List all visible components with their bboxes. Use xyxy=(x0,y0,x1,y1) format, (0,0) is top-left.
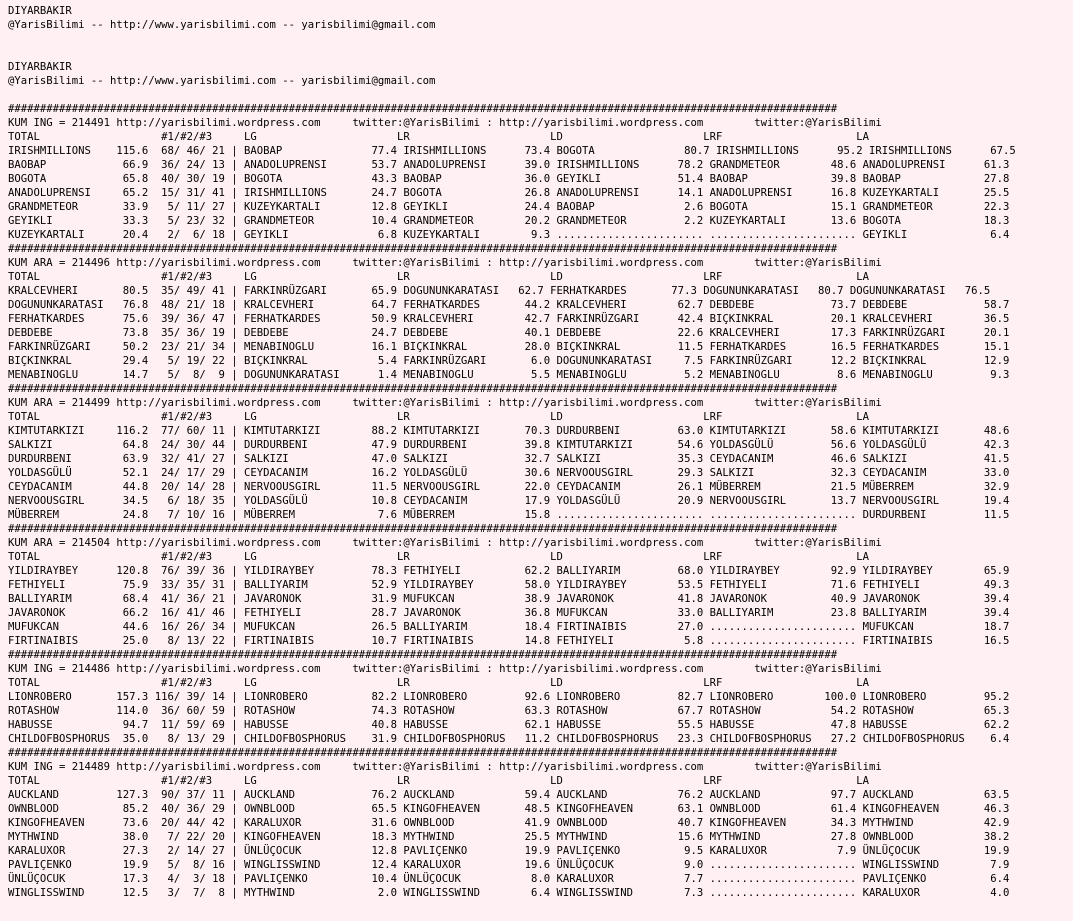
header-contact-1: @YarisBilimi -- http://www.yarisbilimi.com -- yarisbilimi@gmail.com xyxy=(8,19,436,31)
table-row: KIMTUTARKIZI 116.2 77/ 60/ 11 | KIMTUTARKIZI 88.2 KIMTUTARKIZI 70.3 DURDURBENI 63.0 KIMTUTARKIZI 58.6 KIMTUTARKIZI 48.6 xyxy=(8,425,1010,437)
separator-line: ################################################################################################################################## xyxy=(8,103,838,115)
table-row: FIRTINAIBIS 25.0 8/ 13/ 22 | FIRTINAIBIS 10.7 FIRTINAIBIS 14.8 FETHIYELI 5.8 ....................... FIRTINAIBIS 16.5 xyxy=(8,635,1010,647)
table-row: AUCKLAND 127.3 90/ 37/ 11 | AUCKLAND 76.2 AUCKLAND 59.4 AUCKLAND 76.2 AUCKLAND 97.7 AUCKLAND 63.5 xyxy=(8,789,1010,801)
table-row: ROTASHOW 114.0 36/ 60/ 59 | ROTASHOW 74.3 ROTASHOW 63.3 ROTASHOW 67.7 ROTASHOW 54.2 ROTASHOW 65.3 xyxy=(8,705,1010,717)
table-row: KARALUXOR 27.3 2/ 14/ 27 | ÜNLÜÇOCUK 12.8 PAVLIÇENKO 19.9 PAVLIÇENKO 9.5 KARALUXOR 7.9 ÜNLÜÇOCUK 19.9 xyxy=(8,845,1010,857)
race-header: KUM ARA = 214496 http://yarisbilimi.wordpress.com twitter:@YarisBilimi : http://yarisbilimi.wordpress.com twitter:@YarisBilimi xyxy=(8,257,882,269)
table-row: YOLDASGÜLÜ 52.1 24/ 17/ 29 | CEYDACANIM 16.2 YOLDASGÜLÜ 30.6 NERVOOUSGIRL 29.3 SALKIZI 32.3 CEYDACANIM 33.0 xyxy=(8,467,1010,479)
table-row: DOGUNUNKARATASI 76.8 48/ 21/ 18 | KRALCEVHERI 64.7 FERHATKARDES 44.2 KRALCEVHERI 62.7 DEBDEBE 73.7 DEBDEBE 58.7 xyxy=(8,299,1010,311)
header-contact-2: @YarisBilimi -- http://www.yarisbilimi.com -- yarisbilimi@gmail.com xyxy=(8,75,436,87)
table-row: PAVLIÇENKO 19.9 5/ 8/ 16 | WINGLISSWIND 12.4 KARALUXOR 19.6 ÜNLÜÇOCUK 9.0 ....................... WINGLISSWIND 7.9 xyxy=(8,859,1010,871)
blank-line xyxy=(8,88,1073,102)
table-row: HABUSSE 94.7 11/ 59/ 69 | HABUSSE 40.8 HABUSSE 62.1 HABUSSE 55.5 HABUSSE 47.8 HABUSSE 62.2 xyxy=(8,719,1010,731)
table-row: MENABINOGLU 14.7 5/ 8/ 9 | DOGUNUNKARATASI 1.4 MENABINOGLU 5.5 MENABINOGLU 5.2 MENABINOGLU 8.6 MENABINOGLU 9.3 xyxy=(8,369,1010,381)
race-tables xyxy=(8,102,1073,900)
table-row: FETHIYELI 75.9 33/ 35/ 31 | BALLIYARIM 52.9 YILDIRAYBEY 58.0 YILDIRAYBEY 53.5 FETHIYELI 71.6 FETHIYELI 49.3 xyxy=(8,579,1010,591)
separator-line: ################################################################################################################################## xyxy=(8,747,838,759)
table-row: OWNBLOOD 85.2 40/ 36/ 29 | OWNBLOOD 65.5 KINGOFHEAVEN 48.5 KINGOFHEAVEN 63.1 OWNBLOOD 61.4 KINGOFHEAVEN 46.3 xyxy=(8,803,1010,815)
spacer xyxy=(8,32,1073,60)
table-row: BIÇKINKRAL 29.4 5/ 19/ 22 | BIÇKINKRAL 5.4 FARKINRÜZGARI 6.0 DOGUNUNKARATASI 7.5 FARKINRÜZGARI 12.2 BIÇKINKRAL 12.9 xyxy=(8,355,1010,367)
table-row: MUFUKCAN 44.6 16/ 26/ 34 | MUFUKCAN 26.5 BALLIYARIM 18.4 FIRTINAIBIS 27.0 ....................... MUFUKCAN 18.7 xyxy=(8,621,1010,633)
table-row: BOGOTA 65.8 40/ 30/ 19 | BOGOTA 43.3 BAOBAP 36.0 GEYIKLI 51.4 BAOBAP 39.8 BAOBAP 27.8 xyxy=(8,173,1010,185)
table-row: YILDIRAYBEY 120.8 76/ 39/ 36 | YILDIRAYBEY 78.3 FETHIYELI 62.2 BALLIYARIM 68.0 YILDIRAYBEY 92.9 YILDIRAYBEY 65.9 xyxy=(8,565,1010,577)
column-header: TOTAL #1/#2/#3 LG LR LD LRF LA xyxy=(8,775,870,787)
table-row: FERHATKARDES 75.6 39/ 36/ 47 | FERHATKARDES 50.9 KRALCEVHERI 42.7 FARKINRÜZGARI 42.4 BIÇKINKRAL 20.1 KRALCEVHERI 36.5 xyxy=(8,313,1010,325)
race-header: KUM ARA = 214504 http://yarisbilimi.wordpress.com twitter:@YarisBilimi : http://yarisbilimi.wordpress.com twitter:@YarisBilimi xyxy=(8,537,882,549)
race-header: KUM ING = 214489 http://yarisbilimi.wordpress.com twitter:@YarisBilimi : http://yarisbilimi.wordpress.com twitter:@YarisBilimi xyxy=(8,761,882,773)
table-row: FARKINRÜZGARI 50.2 23/ 21/ 34 | MENABINOGLU 16.1 BIÇKINKRAL 28.0 BIÇKINKRAL 11.5 FERHATKARDES 16.5 FERHATKARDES 15.1 xyxy=(8,341,1010,353)
separator-line: ################################################################################################################################## xyxy=(8,243,838,255)
column-header: TOTAL #1/#2/#3 LG LR LD LRF LA xyxy=(8,131,870,143)
table-row: MÜBERREM 24.8 7/ 10/ 16 | MÜBERREM 7.6 MÜBERREM 15.8 ....................... ....................... DURDURBENI 11.5 xyxy=(8,509,1010,521)
table-row: GEYIKLI 33.3 5/ 23/ 32 | GRANDMETEOR 10.4 GRANDMETEOR 20.2 GRANDMETEOR 2.2 KUZEYKARTALI 13.6 BOGOTA 18.3 xyxy=(8,215,1010,227)
separator-line: ################################################################################################################################## xyxy=(8,383,838,395)
table-row: ANADOLUPRENSI 65.2 15/ 31/ 41 | IRISHMILLIONS 24.7 BOGOTA 26.8 ANADOLUPRENSI 14.1 ANADOLUPRENSI 16.8 KUZEYKARTALI 25.5 xyxy=(8,187,1010,199)
race-header: KUM ING = 214491 http://yarisbilimi.wordpress.com twitter:@YarisBilimi : http://yarisbilimi.wordpress.com twitter:@YarisBilimi xyxy=(8,117,882,129)
column-header: TOTAL #1/#2/#3 LG LR LD LRF LA xyxy=(8,677,870,689)
race-header: KUM ING = 214486 http://yarisbilimi.wordpress.com twitter:@YarisBilimi : http://yarisbilimi.wordpress.com twitter:@YarisBilimi xyxy=(8,663,882,675)
table-row: WINGLISSWIND 12.5 3/ 7/ 8 | MYTHWIND 2.0 WINGLISSWIND 6.4 WINGLISSWIND 7.3 ....................... KARALUXOR 4.0 xyxy=(8,887,1010,899)
race-header: KUM ARA = 214499 http://yarisbilimi.wordpress.com twitter:@YarisBilimi : http://yarisbilimi.wordpress.com twitter:@YarisBilimi xyxy=(8,397,882,409)
table-row: LIONROBERO 157.3 116/ 39/ 14 | LIONROBERO 82.2 LIONROBERO 92.6 LIONROBERO 82.7 LIONROBERO 100.0 LIONROBERO 95.2 xyxy=(8,691,1010,703)
separator-line: ################################################################################################################################## xyxy=(8,523,838,535)
table-row: KUZEYKARTALI 20.4 2/ 6/ 18 | GEYIKLI 6.8 KUZEYKARTALI 9.3 ....................... ....................... GEYIKLI 6.4 xyxy=(8,229,1010,241)
column-header: TOTAL #1/#2/#3 LG LR LD LRF LA xyxy=(8,551,870,563)
table-row: CEYDACANIM 44.8 20/ 14/ 28 | NERVOOUSGIRL 11.5 NERVOOUSGIRL 22.0 CEYDACANIM 26.1 MÜBERREM 21.5 MÜBERREM 32.9 xyxy=(8,481,1010,493)
header-city-2: DIYARBAKIR xyxy=(8,61,72,73)
separator-line: ################################################################################################################################## xyxy=(8,649,838,661)
table-row: KINGOFHEAVEN 73.6 20/ 44/ 42 | KARALUXOR 31.6 OWNBLOOD 41.9 OWNBLOOD 40.7 KINGOFHEAVEN 34.3 MYTHWIND 42.9 xyxy=(8,817,1010,829)
table-row: BALLIYARIM 68.4 41/ 36/ 21 | JAVARONOK 31.9 MUFUKCAN 38.9 JAVARONOK 41.8 JAVARONOK 40.9 JAVARONOK 39.4 xyxy=(8,593,1010,605)
table-row: CHILDOFBOSPHORUS 35.0 8/ 13/ 29 | CHILDOFBOSPHORUS 31.9 CHILDOFBOSPHORUS 11.2 CHILDOFBOSPHORUS 23.3 CHILDOFBOSPHORUS 27.2 CHILDOFBOSPHORUS 6.4 xyxy=(8,733,1010,745)
column-header: TOTAL #1/#2/#3 LG LR LD LRF LA xyxy=(8,271,870,283)
table-row: GRANDMETEOR 33.9 5/ 11/ 27 | KUZEYKARTALI 12.8 GEYIKLI 24.4 BAOBAP 2.6 BOGOTA 15.1 GRANDMETEOR 22.3 xyxy=(8,201,1010,213)
table-row: IRISHMILLIONS 115.6 68/ 46/ 21 | BAOBAP 77.4 IRISHMILLIONS 73.4 BOGOTA 80.7 IRISHMILLIONS 95.2 IRISHMILLIONS 67.5 xyxy=(8,145,1016,157)
table-row: DEBDEBE 73.8 35/ 36/ 19 | DEBDEBE 24.7 DEBDEBE 40.1 DEBDEBE 22.6 KRALCEVHERI 17.3 FARKINRÜZGARI 20.1 xyxy=(8,327,1010,339)
table-row: JAVARONOK 66.2 16/ 41/ 46 | FETHIYELI 28.7 JAVARONOK 36.8 MUFUKCAN 33.0 BALLIYARIM 23.8 BALLIYARIM 39.4 xyxy=(8,607,1010,619)
column-header: TOTAL #1/#2/#3 LG LR LD LRF LA xyxy=(8,411,870,423)
header-city-1: DIYARBAKIR xyxy=(8,5,72,17)
table-row: NERVOOUSGIRL 34.5 6/ 18/ 35 | YOLDASGÜLÜ 10.8 CEYDACANIM 17.9 YOLDASGÜLÜ 20.9 NERVOOUSGIRL 13.7 NERVOOUSGIRL 19.4 xyxy=(8,495,1010,507)
table-row: KRALCEVHERI 80.5 35/ 49/ 41 | FARKINRÜZGARI 65.9 DOGUNUNKARATASI 62.7 FERHATKARDES 77.3 DOGUNUNKARATASI 80.7 DOGUNUNKARATASI 76.5 xyxy=(8,285,991,297)
table-row: BAOBAP 66.9 36/ 24/ 13 | ANADOLUPRENSI 53.7 ANADOLUPRENSI 39.0 IRISHMILLIONS 78.2 GRANDMETEOR 48.6 ANADOLUPRENSI 61.3 xyxy=(8,159,1010,171)
table-row: ÜNLÜÇOCUK 17.3 4/ 3/ 18 | PAVLIÇENKO 10.4 ÜNLÜÇOCUK 8.0 KARALUXOR 7.7 ....................... PAVLIÇENKO 6.4 xyxy=(8,873,1010,885)
table-row: MYTHWIND 38.0 7/ 22/ 20 | KINGOFHEAVEN 18.3 MYTHWIND 25.5 MYTHWIND 15.6 MYTHWIND 27.8 OWNBLOOD 38.2 xyxy=(8,831,1010,843)
table-row: DURDURBENI 63.9 32/ 41/ 27 | SALKIZI 47.0 SALKIZI 32.7 SALKIZI 35.3 CEYDACANIM 46.6 SALKIZI 41.5 xyxy=(8,453,1010,465)
table-row: SALKIZI 64.8 24/ 30/ 44 | DURDURBENI 47.9 DURDURBENI 39.8 KIMTUTARKIZI 54.6 YOLDASGÜLÜ 56.6 YOLDASGÜLÜ 42.3 xyxy=(8,439,1010,451)
